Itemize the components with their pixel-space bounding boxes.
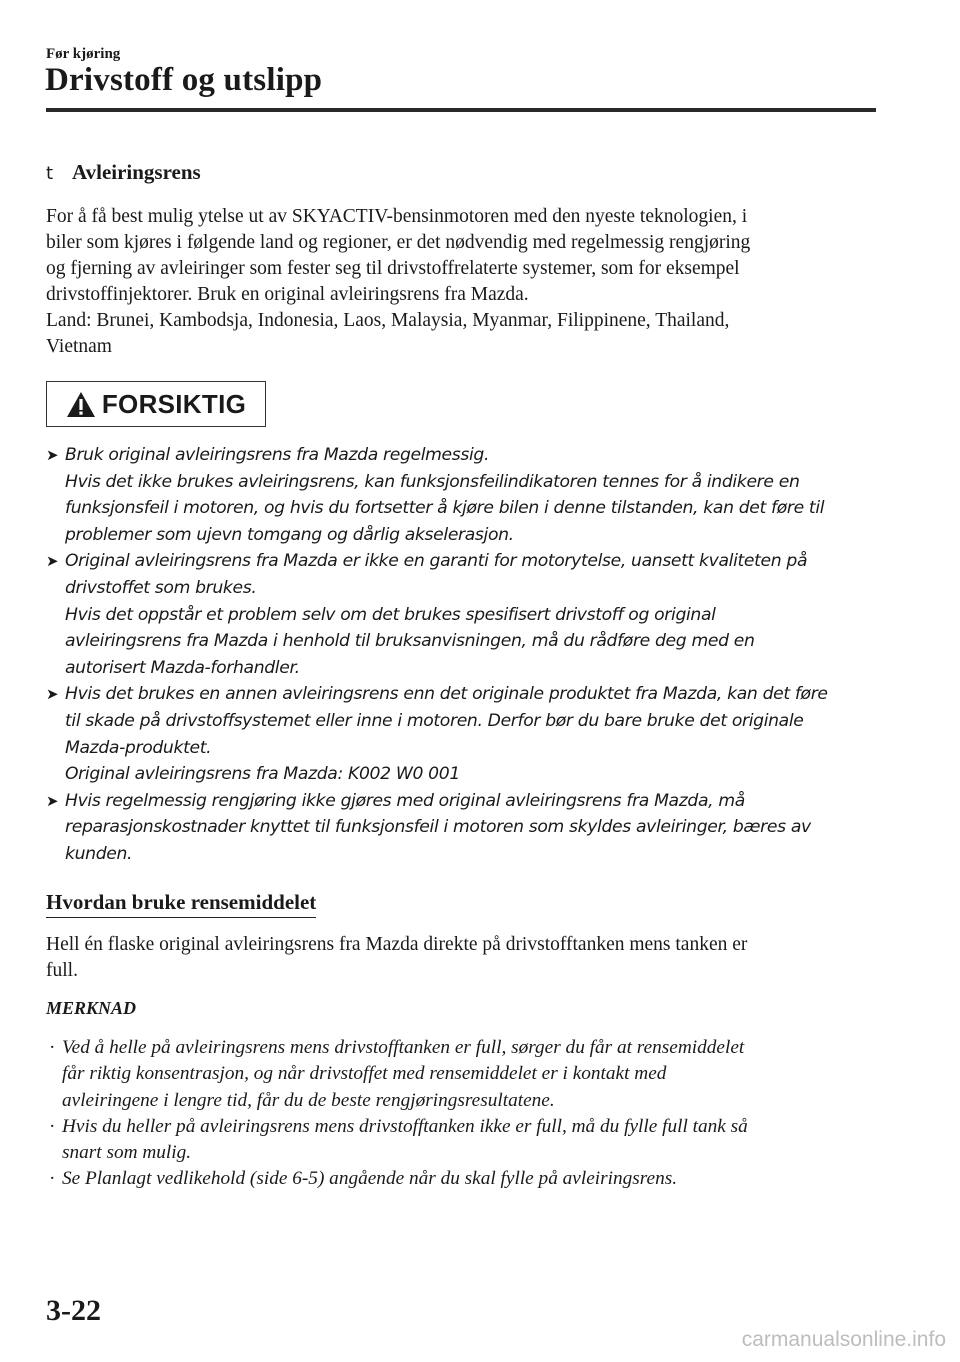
text-line: problemer som ujevn tomgang og dårlig akselerasjon. [65,524,514,545]
note-list [46,1035,876,1193]
text-line: og fjerning av avleiringer som fester seg til drivstoffrelaterte systemer, som for eksempel [46,258,740,279]
text-line: For å få best mulig ytelse ut av SKYACTIV-bensinmotoren med den nyeste teknologien, i [46,206,748,227]
text-line: Hvis det ikke brukes avleiringsrens, kan funksjonsfeilindikatoren tennes for å indikere en [65,471,800,492]
caution-label: FORSIKTIG [101,388,247,419]
text-line: Se Planlagt vedlikehold (side 6-5) angående når du skal fylle på avleiringsrens. [62,1168,678,1190]
text-line: full. [46,960,78,981]
subsection-title: Avleiringsrens [72,160,201,184]
caution-item [46,788,876,868]
text-line: får riktig konsentrasjon, og når drivstoffet med rensemiddelet er i kontakt med [62,1063,667,1085]
text-line: Hvis du heller på avleiringsrens mens drivstofftanken ikke er full, må du fylle full tank så [62,1115,748,1137]
arrow-bullet-icon: ➤ [46,446,59,464]
text-line: avleiringene i lengre tid, får du de beste rengjøringsresultatene. [62,1089,555,1111]
text-line: kunden. [65,843,133,864]
caution-item [46,681,876,787]
text-line: drivstoffet som brukes. [65,577,257,598]
text-line: Land: Brunei, Kambodsja, Indonesia, Laos, Malaysia, Myanmar, Filippinene, Thailand, [46,310,730,331]
text-line: Bruk original avleiringsrens fra Mazda regelmessig. [65,445,490,465]
text-line: til skade på drivstoffsystemet eller inne i motoren. Derfor bør du bare bruke det originale [65,710,804,731]
caution-item [46,548,876,681]
title-divider [46,108,876,112]
warning-triangle-icon [66,391,96,418]
note-item [46,1114,876,1167]
text-line: Mazda-produktet. [65,737,212,758]
page-title: Drivstoff og utslipp [45,62,323,98]
howto-heading: Hvordan bruke rensemiddelet [46,890,316,918]
note-item [46,1166,876,1192]
note-heading: MERKNAD [46,998,137,1018]
intro-paragraph [46,204,876,360]
text-line: Hvis regelmessig rengjøring ikke gjøres med original avleiringsrens fra Mazda, må [65,790,745,811]
subsection-bullet-icon: t [46,163,54,184]
text-line: drivstoffinjektorer. Bruk en original avleiringsrens fra Mazda. [46,284,529,305]
howto-paragraph [46,932,876,984]
arrow-bullet-icon: ➤ [46,685,59,704]
dot-bullet-icon: · [49,1168,56,1190]
text-line: Hvis det oppstår et problem selv om det brukes spesifisert drivstoff og original [65,604,716,625]
caution-item [46,442,876,548]
text-line: avleiringsrens fra Mazda i henhold til bruksanvisningen, må du rådføre deg med en [65,631,755,652]
subsection-heading [46,160,201,185]
caution-list [46,442,876,868]
text-line: Original avleiringsrens fra Mazda: K002 W0 001 [65,764,460,785]
text-line: reparasjonskostnader knyttet til funksjonsfeil i motoren som skyldes avleiringer, bæres av [65,817,811,838]
text-line: Hell én flaske original avleiringsrens fra Mazda direkte på drivstofftanken mens tanken er [46,934,748,955]
page-number: 3-22 [46,1294,101,1327]
text-line: funksjonsfeil i motoren, og hvis du fortsetter å kjøre bilen i denne tilstanden, kan det føre til [65,498,825,519]
text-line: Vietnam [46,336,112,357]
caution-box [46,381,266,427]
arrow-bullet-icon: ➤ [46,791,59,810]
dot-bullet-icon: · [49,1037,56,1058]
text-line: Hvis det brukes en annen avleiringsrens enn det originale produktet fra Mazda, kan det føre [65,684,828,705]
section-label: Før kjøring [46,46,121,62]
text-line: snart som mulig. [62,1142,192,1164]
text-line: Original avleiringsrens fra Mazda er ikke en garanti for motorytelse, uansett kvaliteten på [65,551,808,572]
text-line: Ved å helle på avleiringsrens mens drivstofftanken er full, sørger du får at rensemiddelet [62,1037,745,1058]
arrow-bullet-icon: ➤ [46,552,59,571]
watermark: carmanualsonline.info [741,1328,946,1351]
text-line: autorisert Mazda-forhandler. [65,657,300,678]
note-item [46,1035,876,1114]
dot-bullet-icon: · [49,1115,56,1137]
text-line: biler som kjøres i følgende land og regioner, er det nødvendig med regelmessig rengjøring [46,232,751,253]
